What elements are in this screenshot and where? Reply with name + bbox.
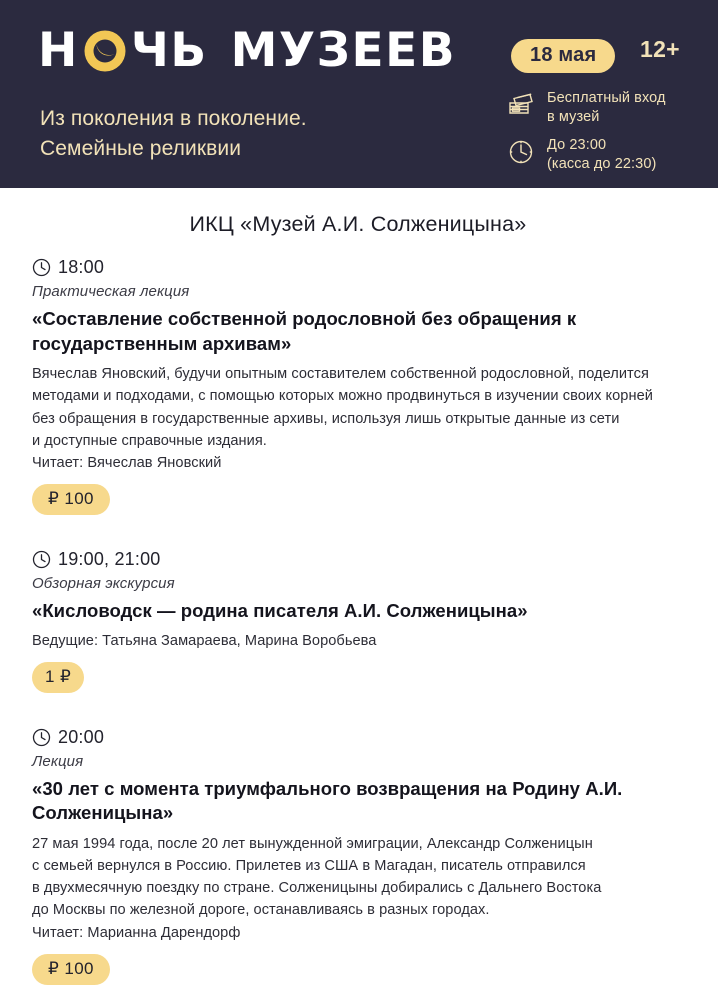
event-host: Читает: Марианна Дарендорф — [32, 924, 241, 941]
clock-icon — [32, 550, 51, 569]
event-time-row — [32, 549, 684, 570]
event-title-line-1: «Составление собственной родословной без обращения — [32, 308, 562, 329]
header-info-list — [506, 88, 666, 175]
event-title — [32, 777, 684, 826]
event-desc-line-1: 27 мая 1994 года, после 20 лет вынужденной эмиграции, Александр Солженицын — [32, 835, 593, 852]
event-logo — [38, 23, 457, 78]
event-title-line-2: к государственным архивам» — [32, 308, 577, 354]
crescent-moon-icon — [83, 29, 127, 73]
event-kind: Практическая лекция — [32, 283, 190, 300]
subtitle-line-2: Семейные реликвии — [40, 136, 242, 160]
event-desc-line-4: до Москвы по железной дороге, останавливаясь в разных городах. — [32, 902, 490, 919]
event-host: Читает: Вячеслав Яновский — [32, 454, 222, 471]
event-time-text: 20:00 — [58, 726, 105, 747]
event-time-text: 19:00, 21:00 — [58, 549, 161, 570]
event-description — [32, 363, 684, 452]
event-item — [32, 549, 684, 693]
event-separator — [32, 515, 684, 533]
poster-subtitle — [40, 104, 307, 164]
logo-letters-ch-soft: ЧЬ — [130, 23, 208, 78]
event-time-row — [32, 257, 684, 278]
subtitle-line-1: Из поколения в поколение. — [40, 107, 307, 130]
price-badge: ₽ 100 — [32, 954, 110, 985]
venue-title: ИКЦ «Музей А.И. Солженицына» — [189, 212, 527, 236]
event-title-line-1: «30 лет с момента триумфального возвращения на Родину — [32, 777, 581, 799]
event-item — [32, 257, 684, 515]
event-time-row — [32, 727, 684, 748]
closing-time-line-2: (касса до 22:30) — [547, 156, 657, 173]
poster-header — [0, 0, 718, 188]
event-kind: Лекция — [32, 752, 84, 770]
price-badge: ₽ 100 — [32, 484, 110, 515]
clock-icon — [506, 136, 538, 168]
event-desc-line-2: методами и подходами, с помощью которых можно продвинуться в изучении своих корней — [32, 388, 653, 405]
closing-time-line-1: До 23:00 — [547, 137, 607, 154]
clock-icon — [32, 258, 51, 277]
info-text-free-entry — [547, 88, 666, 127]
clock-icon — [32, 728, 51, 747]
info-row-closing-time — [506, 135, 666, 174]
info-text-closing-time — [547, 135, 656, 174]
logo-letter-n: Н — [38, 23, 79, 78]
event-desc-line-1: Вячеслав Яновский, будучи опытным составителем собственной родословной, поделится — [32, 366, 649, 383]
info-row-free-entry — [506, 88, 666, 127]
event-desc-line-3: в двухмесячную поездку по стране. Солженицыны добирались с Дальнего Востока — [32, 880, 602, 897]
event-item — [32, 727, 684, 985]
event-host: Ведущие: Татьяна Замараева, Марина Воробьева — [32, 632, 377, 649]
price-badge: 1 ₽ — [32, 662, 84, 693]
event-title — [32, 599, 684, 624]
tickets-icon — [506, 89, 538, 121]
event-title-line-1: «Кисловодск — родина писателя А.И. Солженицына» — [32, 600, 528, 622]
poster-content — [0, 212, 718, 985]
age-rating-badge: 12+ — [640, 36, 680, 62]
event-title — [32, 307, 684, 356]
free-entry-line-2: в музей — [547, 109, 600, 126]
event-separator — [32, 693, 684, 711]
event-time-text: 18:00 — [58, 257, 105, 277]
date-badge: 18 мая — [511, 39, 615, 73]
event-desc-line-3: без обращения в государственные архивы, используя лишь открытые данные из сети — [32, 410, 620, 427]
event-title-line-2: А.И. Солженицына» — [32, 777, 623, 824]
event-description — [32, 833, 684, 922]
free-entry-line-1: Бесплатный вход — [547, 90, 666, 106]
event-kind: Обзорная экскурсия — [32, 575, 175, 593]
logo-word-museums: МУЗЕЕВ — [230, 23, 457, 78]
event-desc-line-4: и доступные справочные издания. — [32, 432, 267, 449]
event-desc-line-2: с семьей вернулся в Россию. Прилетев из США в Магадан, писатель отправился — [32, 858, 586, 875]
